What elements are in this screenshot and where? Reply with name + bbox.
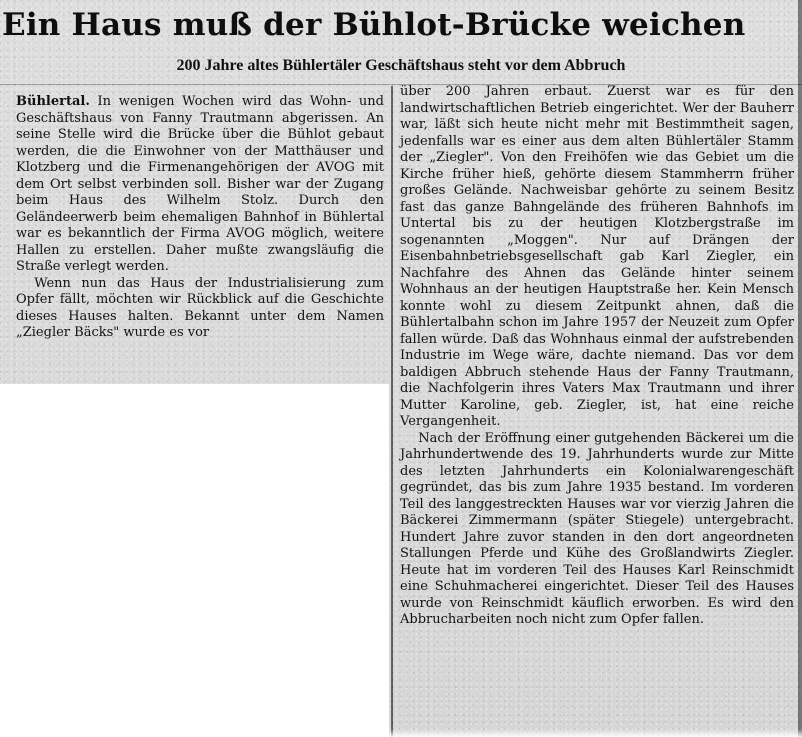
subheadline: 200 Jahre altes Bühlertäler Geschäftshaus steht vor dem Abbruch — [176, 57, 626, 74]
left-paragraph-2: Wenn nun das Haus der Industrialisierung zum Opfer fällt, möchten wir Rückblick auf die Geschichte dieses Hauses halten. Bekannt unter dem Namen „Ziegler Bäcks" wurde es vor — [16, 275, 384, 340]
right-paragraph-2: Nach der Eröffnung einer gutgehenden Bäckerei um die Jahrhundertwende des 19. Jahrhunderts wurde zur Mitte des letzten Jahrhunderts ein Kolonialwarengeschäft gegründet, das bis zum Jahre 1935 bestand. Im vorderen Teil des langgestreckten Hauses war vor vierzig Jahren die Bäckerei Zimmermann (später Stiegele) untergebracht. Hundert Jahre zuvor standen in den dort angeordneten Stallungen Pferde und Kühe des Großlandwirts Ziegler. Heute hat im vorderen Teil des Hauses Karl Reinschmidt eine Schuhmacherei eingerichtet. Dieser Teil des Hauses wurde von Reinschmidt käuflich erworben. Es wird den Abbrucharbeiten noch nicht zum Opfer fallen. — [400, 430, 794, 627]
column-divider — [391, 86, 393, 737]
left-column — [16, 94, 384, 342]
blank-area — [0, 384, 389, 737]
bottom-fade — [389, 729, 802, 737]
right-paragraph-1: über 200 Jahren erbaut. Zuerst war es für den landwirtschaftlichen Betrieb eingerichtet. Wer der Bauherr war, läßt sich heute nicht mehr mit Bestimmtheit sagen, jedenfalls war es einer aus dem alten Bühlertäler Stamm der „Ziegler". Von den Freihöfen wie das Gebiet um die Kirche früher hieß, gehörte diesem Stammherrn früher großes Gelände. Nachweisbar gehörte zu seinem Besitz fast das ganze Bahngelände des früheren Bahnhofs im Untertal bis zu der heutigen Klotzbergstraße im sogenannten „Moggen". Nur auf Drängen der Eisenbahnbetriebsgesellschaft gab Karl Ziegler, ein Nachfahre des Ahnen das Gelände hinter seinem Wohnhaus an der heutigen Hauptstraße her. Kein Mensch konnte wohl zu diesem Zeitpunkt ahnen, daß die Bühlertalbahn schon im Jahre 1957 der Neuzeit zum Opfer fallen würde. Daß das Wohnhaus einmal der aufstrebenden Industrie im Wege wäre, dachte niemand. Das vor dem baldigen Abbruch stehende Haus der Fanny Trautmann, die Nachfolgerin ihres Vaters Max Trautmann und ihrer Mutter Karoline, geb. Ziegler, ist, hat eine reiche Vergangenheit. — [400, 84, 794, 429]
right-column — [400, 84, 794, 629]
left-paragraph-1-body: In wenigen Wochen wird das Wohn- und Geschäftshaus von Fanny Trautmann abgerissen. An seine Stelle wird die Brücke über die Bühlot gebaut werden, die die Einwohner von der Matthäuser und Klotzberg und die Firmenangehörigen der AVOG mit dem Ort selbst verbinden soll. Bisher war der Zugang beim Haus des Wilhelm Stolz. Durch den Geländeerwerb beim ehemaligen Bahnhof in Bühlertal war es bekanntlich der Firma AVOG möglich, weitere Hallen zu erstellen. Daher mußte zwangsläufig die Straße verlegt werden. — [16, 94, 384, 274]
dateline: Bühlertal. — [16, 94, 90, 109]
headline: Ein Haus muß der Bühlot-Brücke weichen — [2, 7, 746, 43]
left-paragraph-1 — [16, 94, 384, 276]
scan-edge — [798, 0, 802, 737]
